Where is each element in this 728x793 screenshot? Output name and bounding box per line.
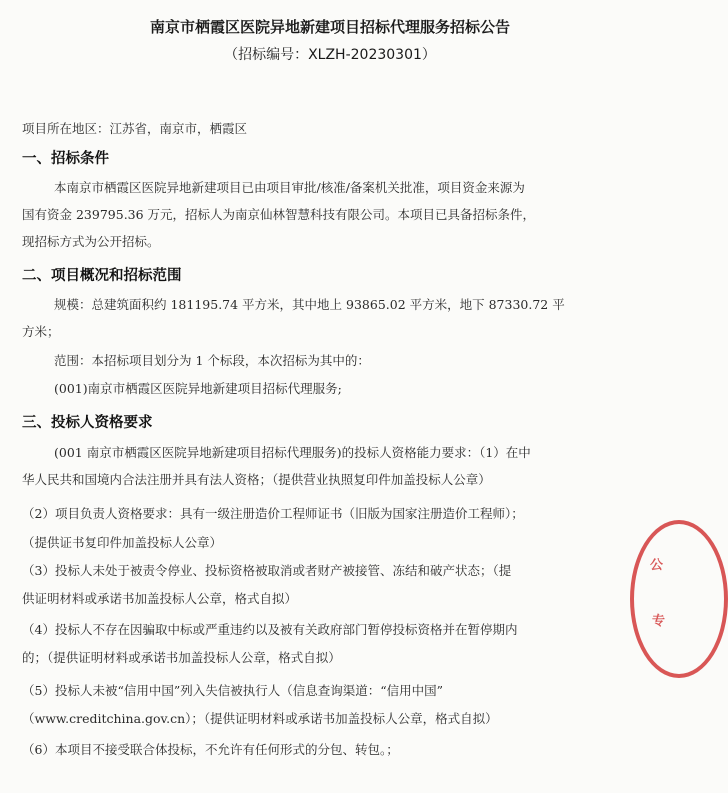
- section-heading: 二、项目概况和招标范围: [22, 268, 182, 284]
- official-seal-stamp: 公 专: [630, 520, 728, 678]
- body-line: （6）本项目不接受联合体投标，不允许有任何形式的分包、转包。；: [22, 742, 399, 757]
- body-line: 的；（提供证明材料或承诺书加盖投标人公章，格式自拟）: [22, 650, 341, 665]
- body-line: （3）投标人未处于被责令停业、投标资格被取消或者财产被接管、冻结和破产状态；（提: [22, 563, 512, 578]
- body-line: 本南京市栖霞区医院异地新建项目已由项目审批/核准/备案机关批准，项目资金来源为: [54, 180, 525, 195]
- body-line: （5）投标人未被“信用中国”列入失信被执行人（信息查询渠道：“信用中国”: [22, 683, 444, 698]
- body-line: 供证明材料或承诺书加盖投标人公章，格式自拟）: [22, 591, 298, 606]
- section-heading: 三、投标人资格要求: [22, 415, 153, 431]
- body-line: 方米；: [22, 324, 60, 339]
- body-line: （提供证书复印件加盖投标人公章）: [22, 535, 223, 550]
- body-line: (001)南京市栖霞区医院异地新建项目招标代理服务;: [54, 381, 342, 396]
- body-line: 范围：本招标项目划分为 1 个标段，本次招标为其中的：: [54, 353, 370, 368]
- body-line: 现招标方式为公开招标。: [22, 234, 160, 249]
- body-line: (001 南京市栖霞区医院异地新建项目招标代理服务)的投标人资格能力要求：（1）在中: [54, 445, 531, 460]
- body-line: （4）投标人不存在因骗取中标或严重违约以及被有关政府部门暂停投标资格并在暂停期内: [22, 622, 518, 637]
- document-title: 南京市栖霞区医院异地新建项目招标代理服务招标公告: [149, 18, 510, 36]
- body-line: 规模：总建筑面积约 181195.74 平方米，其中地上 93865.02 平方米，地下 87330.72 平: [54, 297, 565, 312]
- body-line: 华人民共和国境内合法注册并具有法人资格；（提供营业执照复印件加盖投标人公章）: [22, 472, 491, 487]
- project-location: 项目所在地区：江苏省，南京市，栖霞区: [22, 121, 248, 136]
- tender-code: （招标编号：XLZH-20230301）: [224, 47, 436, 63]
- section-heading: 一、招标条件: [22, 151, 109, 167]
- body-line: （www.creditchina.gov.cn）；（提供证明材料或承诺书加盖投标人公章，格式自拟）: [22, 711, 498, 726]
- body-line: 国有资金 239795.36 万元，招标人为南京仙林智慧科技有限公司。本项目已具备招标条件，: [22, 207, 536, 222]
- body-line: （2）项目负责人资格要求：具有一级注册造价工程师证书（旧版为国家注册造价工程师）；: [22, 506, 524, 521]
